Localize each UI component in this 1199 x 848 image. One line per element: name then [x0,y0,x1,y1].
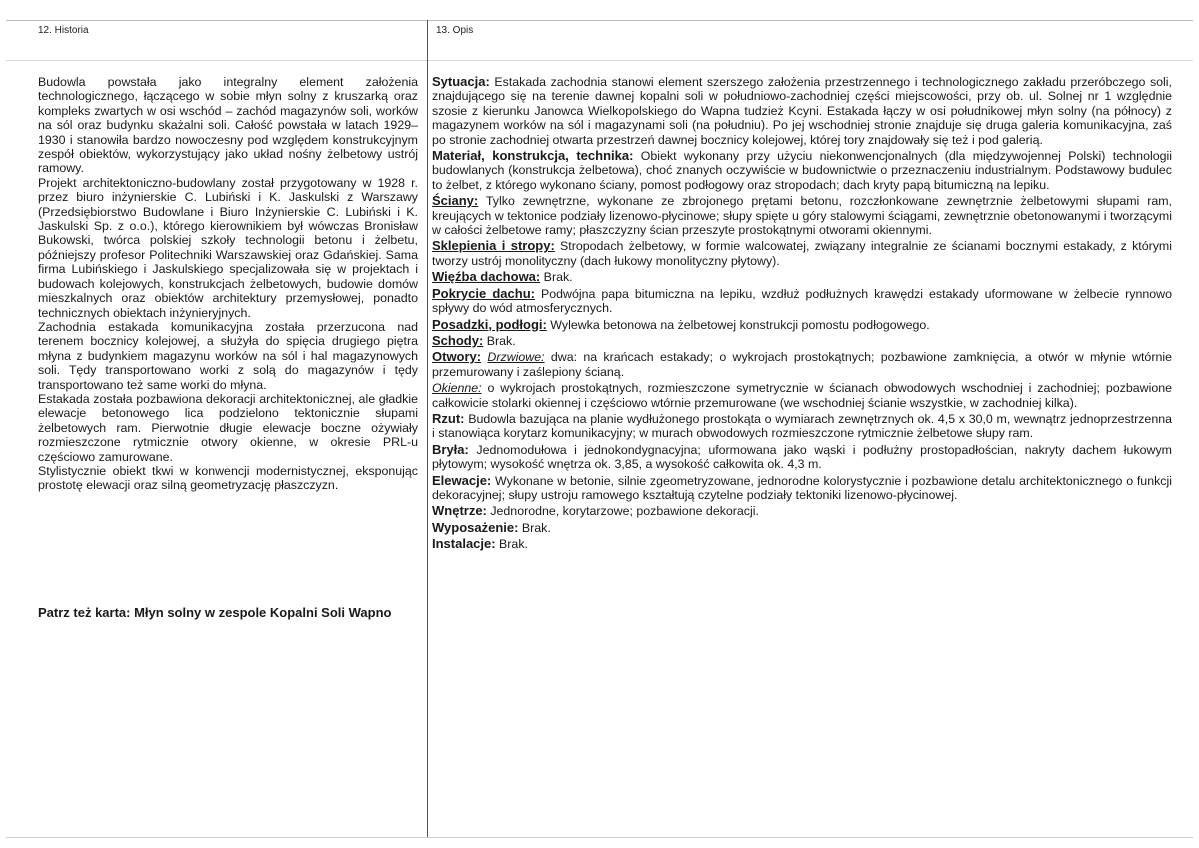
opis-pokrycie [432,287,1172,316]
label-okienne: Okienne: [432,381,482,396]
label-wnetrze: Wnętrze: [432,503,487,519]
section-header-historia: 12. Historia [38,25,89,36]
opis-instalacje [432,537,1172,551]
opis-otwory [432,350,1172,379]
text-instalacje: Brak. [495,537,528,552]
label-elewacje: Elewacje: [432,472,492,488]
text-wiezba: Brak. [540,270,573,285]
see-also-note: Patrz też karta: Młyn solny w zespole Kopalni Soli Wapno [38,605,392,620]
opis-sytuacja [432,75,1172,147]
label-sklepienia: Sklepienia i stropy: [432,238,555,254]
opis-wnetrze [432,504,1172,518]
text-sytuacja: Estakada zachodnia stanowi element szerszego założenia przestrzennego i technologicznego zakładu przeróbczego soli, znajdującego się na terenie dawnej kopalni soli w południowo-zachodniej części miejscowości, przy ob. ul. Solnej nr 1 względnie szosie z kierunku Janowca Wielkopolskiego do Wapna tudzież Kcyni. Estakada łączy w osi południkowej młyn solny (na północy) z magazynem worków na sól i magazynami soli (na południu). Po jej wschodniej stronie znajduje się druga galeria komunikacyjna, zaś po stronie zachodniej otwarta przestrzeń dawnej bocznicy kolejowej, której tory znajdowały się też i pod galerią. [432,75,1172,147]
label-wyposazenie: Wyposażenie: [432,519,519,535]
text-pokrycie: Podwójna papa bitumiczna na lepiku, wzdłuż podłużnych krawędzi estakady uformowane w żelbecie rynnowo spływy do wód atmosferycznych. [432,286,1172,316]
opis-posadzki [432,318,1172,332]
label-sytuacja: Sytuacja: [432,74,490,89]
opis-okienne [432,381,1172,410]
header-rule [6,60,1193,61]
historia-text [38,75,418,493]
text-schody: Brak. [483,333,516,348]
historia-paragraph: Estakada została pozbawiona dekoracji architektonicznej, ale gładkie elewacje betonowego lica podzielono tektonicznie słupami żelbetowych ram. Pierwotnie długie elewacje boczne ożywiały rozmieszczone rytmicznie otwory okienne, w okresie PRL-u częściowo zamurowane. [38,391,418,464]
opis-material [432,149,1172,192]
text-wyposazenie: Brak. [518,520,551,535]
opis-bryla [432,443,1172,472]
label-material: Materiał, konstrukcja, technika: [432,148,634,164]
text-rzut: Budowla bazująca na planie wydłużonego prostokąta o wymiarach zewnętrznych ok. 4,5 x 30,0 m, wewnątrz jednoprzestrzenna i stanowiąca korytarz komunikacyjny; w murach obwodowych rozmieszczone rytmicznie żelbetowe słupy ram. [432,411,1172,441]
section-header-opis: 13. Opis [436,25,474,36]
bottom-rule [6,837,1193,838]
label-sciany: Ściany: [432,193,479,209]
text-bryla: Jednomodułowa i jednokondygnacyjna; uformowana jako wąski i podłużny prostopadłościan, nakryty dachem łukowym płytowym; wysokość wnętrza ok. 3,85, a wysokość całkowita ok. 4,3 m. [432,442,1172,472]
text-okienne: o wykrojach prostokątnych, rozmieszczone symetrycznie w ścianach obwodowych wschodniej i zachodniej; pozbawione całkowicie stolarki okiennej i częściowo wtórnie przemurowane (we wschodniej ścianie wszystkie, w zachodniej kilka). [432,381,1172,410]
opis-schody [432,334,1172,348]
historia-paragraph: Budowla powstała jako integralny element założenia technologicznego, łączącego w sobie młyn solny z kruszarką oraz kompleks zwartych w osi wschód – zachód magazynów soli, worków na sól oraz budynku skażalni soli. Całość powstała w latach 1929–1930 i stanowiła bardzo nowoczesny pod względem konstrukcyjnym zespół obiektów, wykorzystujący jako układ nośny żelbetowy ustrój ramowy. [38,75,418,176]
opis-sklepienia [432,239,1172,268]
opis-text [432,75,1172,554]
text-posadzki: Wylewka betonowa na żelbetowej konstrukcji pomostu podłogowego. [546,317,930,332]
text-material: Obiekt wykonany przy użyciu niekonwencjonalnych (dla międzywojennej Polski) technologii budowlanych (konstrukcja żelbetowa), choć znanych oczywiście w budownictwie o przeznaczeniu industrialnym. Podstawowy budulec to żelbet, z którego wykonano ściany, pomost podłogowy oraz stropodach; dach kryty papą bitumiczną na lepiku. [432,149,1173,192]
opis-wiezba [432,270,1172,284]
label-schody: Schody: [432,332,484,348]
historia-paragraph: Projekt architektoniczno-budowlany został przygotowany w 1928 r. przez biuro inżynierskie C. Lubiński i K. Jaskulski z Warszawy (Przedsiębiorstwo Budowlane i Biuro Inżynierskie C. Lubiński i K. Jaskulski Sp. z o.o.), którego kierownikiem był wówczas Bronisław Bukowski, twórca polskiej szkoły technologii betonu i żelbetu, późniejszy profesor Politechniki Warszawskiej oraz Gdańskiej. Sama firma Lubińskiego i Jaskulskiego specjalizowała się w projektach i budowach kolejowych, konstrukcjach żelbetowych, budowie domów mieszkalnych oraz obiektów architektury przemysłowej, ponadto technicznych obiektach inżynieryjnych. [38,175,418,320]
label-otwory: Otwory: [432,349,482,365]
text-elewacje: Wykonane w betonie, silnie zgeometryzowane, jednorodne kolorystycznie i pozbawione detalu architektonicznego o funkcji dekoracyjnej; słupy ustroju ramowego kształtują czytelne podziały tektoniki lizenowo-płycinowej. [432,473,1172,502]
text-sciany: Tylko zewnętrzne, wykonane ze zbrojonego prętami betonu, rozczłonkowane zewnętrznie żelbetowymi słupami ram, kreujących w tektonice podziały lizenowo-płycinowe; słupy spięte u góry stalowymi ściągami, zewnętrznie obetonowanymi i tworzącymi w całości żelbetowe ramy; płaszczyzny ścian przeszyte prostokątnymi otworami okiennymi. [432,194,1172,238]
label-rzut: Rzut: [432,410,465,426]
historia-paragraph: Stylistycznie obiekt tkwi w konwencji modernistycznej, eksponując prostotę elewacji oraz silną geometryzację płaszczyzn. [38,463,418,493]
opis-wyposazenie [432,521,1172,535]
text-wnetrze: Jednorodne, korytarzowe; pozbawione dekoracji. [486,504,759,519]
label-posadzki: Posadzki, podłogi: [432,316,547,332]
label-bryla: Bryła: [432,441,469,457]
column-divider [427,20,428,838]
opis-rzut [432,412,1172,441]
text-drzwiowe: dwa: na krańcach estakady; o wykrojach prostokątnych; pozbawione zamknięcia, a otwór w młynie wtórnie przemurowany i zaślepiony ścianą. [432,350,1172,379]
label-pokrycie: Pokrycie dachu: [432,285,535,301]
text-sklepienia: Stropodach żelbetowy, w formie walcowatej, związany integralnie ze ścianami bocznymi estakady, z którymi tworzy ustrój monolityczny (dach łukowy monolityczny płytowy). [432,239,1172,268]
opis-sciany [432,194,1172,237]
label-wiezba: Więźba dachowa: [432,269,541,285]
label-instalacje: Instalacje: [432,536,496,552]
label-drzwiowe: Drzwiowe: [487,350,545,365]
historia-paragraph: Zachodnia estakada komunikacyjna została przerzucona nad terenem bocznicy kolejowej, a służyła do spięcia drugiego piętra młyna z budynkiem magazynu worków na sól i hal magazynowych soli. Tędy transportowano worki z solą do magazynów i tędy transportowano też same worki do młyna. [38,319,418,392]
top-rule [6,20,1193,21]
opis-elewacje [432,474,1172,503]
